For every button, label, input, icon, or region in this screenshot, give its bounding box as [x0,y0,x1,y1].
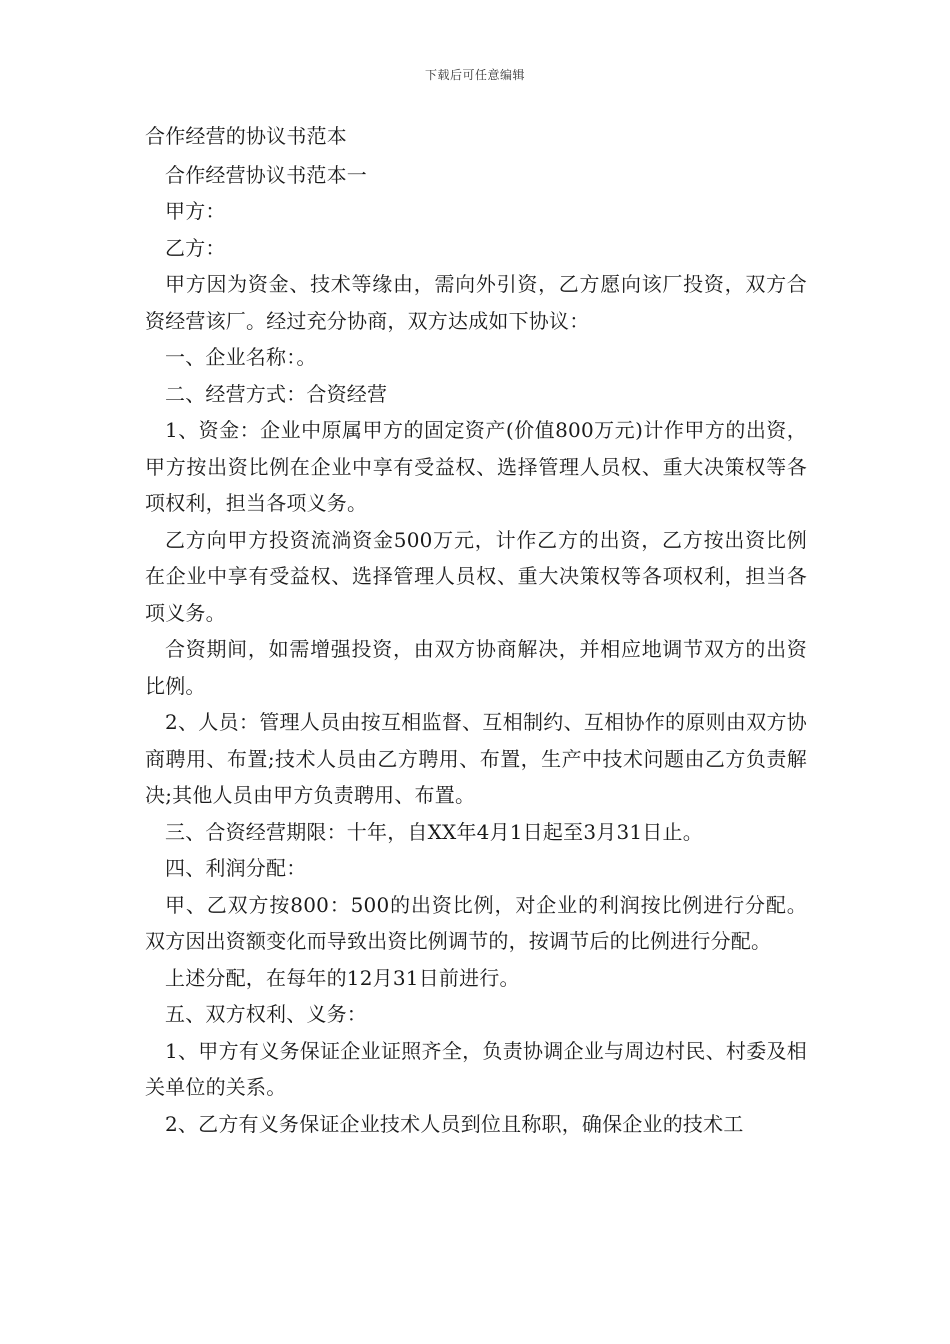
paragraph: 乙方向甲方投资流淌资金500万元，计作乙方的出资，乙方按出资比例在企业中享有受益权、选择管理人员权、重大决策权等各项权利，担当各项义务。 [145,527,807,625]
section-heading: 合作经营协议书范本一 [165,162,367,187]
paragraph: 1、甲方有义务保证企业证照齐全，负责协调企业与周边村民、村委及相关单位的关系。 [145,1038,807,1099]
party-a-line: 甲方： [165,199,226,223]
clause-heading: 一、企业名称：。 [165,345,317,369]
document-body [145,118,807,1142]
clause-heading: 三、合资经营期限：十年，自XX年4月1日起至3月31日止。 [165,819,703,844]
paragraph: 甲方因为资金、技术等缘由，需向外引资，乙方愿向该厂投资，双方合资经营该厂。经过充分协商，双方达成如下协议： [145,272,807,333]
paragraph: 2、人员：管理人员由按互相监督、互相制约、互相协作的原则由双方协商聘用、布置;技术人员由乙方聘用、布置，生产中技术问题由乙方负责解决;其他人员由甲方负责聘用、布置。 [145,710,807,807]
paragraph: 合资期间，如需增强投资，由双方协商解决，并相应地调节双方的出资比例。 [145,637,807,698]
paragraph: 上述分配，在每年的12月31日前进行。 [165,965,520,990]
page-header: 下载后可任意编辑 [424,68,525,82]
paragraph: 甲、乙双方按800：500的出资比例，对企业的利润按比例进行分配。双方因出资额变化而导致出资比例调节的，按调节后的比例进行分配。 [145,892,807,953]
clause-heading: 二、经营方式：合资经营 [165,381,388,406]
clause-heading: 四、利润分配： [165,856,307,880]
document-title: 合作经营的协议书范本 [145,124,347,148]
party-b-line: 乙方： [165,235,226,260]
clause-heading: 五、双方权利、义务： [165,1002,367,1026]
paragraph: 1、资金：企业中原属甲方的固定资产(价值800万元)计作甲方的出资，甲方按出资比例在企业中享有受益权、选择管理人员权、重大决策权等各项权利，担当各项义务。 [145,418,807,515]
paragraph: 2、乙方有义务保证企业技术人员到位且称职，确保企业的技术工 [165,1111,744,1136]
